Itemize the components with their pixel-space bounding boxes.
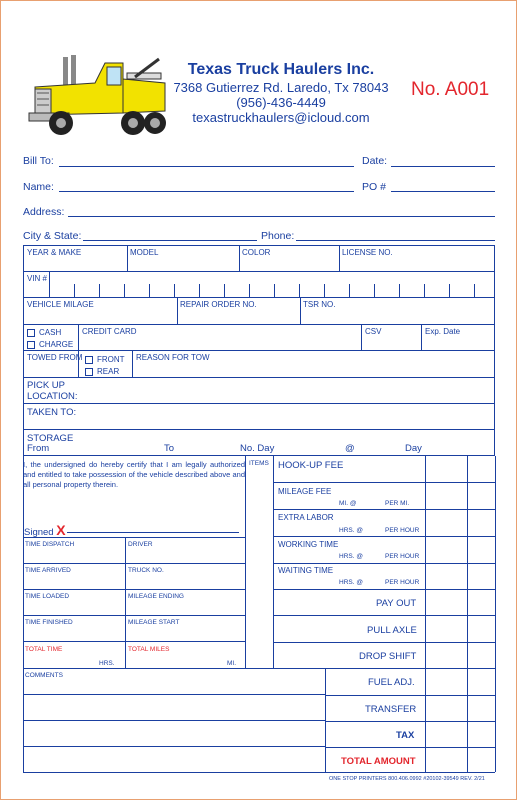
year-make-label: YEAR & MAKE bbox=[27, 248, 82, 257]
vin-digit-divider bbox=[324, 284, 325, 297]
license-label: LICENSE NO. bbox=[342, 248, 393, 257]
front-checkbox[interactable]: FRONT bbox=[85, 355, 125, 364]
waiting-time-label: WAITING TIME bbox=[278, 566, 334, 575]
po-field[interactable] bbox=[391, 191, 495, 192]
fuel-adj-label: FUEL ADJ. bbox=[368, 677, 415, 688]
vin-digit-divider bbox=[349, 284, 350, 297]
tsr-label: TSR NO. bbox=[303, 300, 336, 309]
vin-digit-divider bbox=[124, 284, 125, 297]
certification-text: I, the undersigned do hereby certify that I am legally authorized and entitled to take possession of the vehicle described above and all personal property therein. bbox=[23, 460, 245, 489]
waiting-hrs-at: HRS. @ bbox=[339, 579, 363, 586]
vin-digit-divider bbox=[449, 284, 450, 297]
repair-order-label: REPAIR ORDER NO. bbox=[180, 300, 257, 309]
bill-to-field[interactable] bbox=[59, 166, 354, 167]
total-amount-label: TOTAL AMOUNT bbox=[341, 756, 416, 767]
taken-to-label: TAKEN TO: bbox=[27, 407, 77, 418]
day-label: Day bbox=[405, 443, 422, 454]
company-address: 7368 Gutierrez Rd. Laredo, Tx 78043 bbox=[173, 80, 389, 95]
company-phone: (956)-436-4449 bbox=[236, 95, 326, 110]
total-time-label: TOTAL TIME bbox=[25, 646, 63, 653]
vin-digit-divider bbox=[99, 284, 100, 297]
phone-field[interactable] bbox=[296, 240, 495, 241]
transfer-label: TRANSFER bbox=[365, 704, 417, 715]
company-email: texastruckhaulers@icloud.com bbox=[192, 110, 370, 125]
waiting-per-hour: PER HOUR bbox=[385, 579, 420, 586]
color-label: COLOR bbox=[242, 248, 271, 257]
company-name: Texas Truck Haulers Inc. bbox=[187, 61, 375, 78]
tax-label: TAX bbox=[396, 730, 415, 741]
printer-footer: ONE STOP PRINTERS 800.406.0992 #20102-39549 REV. 2/21 bbox=[329, 776, 485, 782]
working-time-label: WORKING TIME bbox=[278, 540, 339, 549]
items-label: ITEMS bbox=[249, 460, 269, 467]
vin-digit-divider bbox=[424, 284, 425, 297]
extra-labor-per-hour: PER HOUR bbox=[385, 527, 420, 534]
per-mi-label: PER MI. bbox=[385, 500, 410, 507]
signature-field[interactable] bbox=[67, 532, 239, 533]
name-field[interactable] bbox=[59, 191, 354, 192]
total-miles-label: TOTAL MILES bbox=[128, 646, 170, 653]
city-state-field[interactable] bbox=[83, 240, 257, 241]
working-hrs-at: HRS. @ bbox=[339, 553, 363, 560]
towed-from-label: TOWED FROM bbox=[27, 353, 83, 362]
vin-digit-divider bbox=[374, 284, 375, 297]
vin-digit-divider bbox=[224, 284, 225, 297]
pay-out-label: PAY OUT bbox=[376, 598, 417, 609]
rear-checkbox[interactable]: REAR bbox=[85, 367, 119, 376]
mileage-ending-label: MILEAGE ENDING bbox=[128, 593, 184, 600]
drop-shift-label: DROP SHIFT bbox=[359, 651, 417, 662]
signed-label: Signed X bbox=[24, 522, 66, 538]
city-state-label: City & State: bbox=[23, 230, 82, 242]
mileage-fee-label: MILEAGE FEE bbox=[278, 487, 332, 496]
mi-label: MI. bbox=[227, 660, 237, 667]
truck-no-label: TRUCK NO. bbox=[128, 567, 164, 574]
no-day-label: No. Day bbox=[240, 443, 275, 454]
vin-digit-divider bbox=[474, 284, 475, 297]
storage-label: STORAGE bbox=[27, 433, 74, 444]
at-label: @ bbox=[345, 443, 355, 454]
hrs-label: HRS. bbox=[99, 660, 115, 667]
vin-label: VIN # bbox=[27, 274, 48, 283]
pickup-label: PICK UP bbox=[27, 380, 66, 391]
vin-digit-divider bbox=[249, 284, 250, 297]
name-label: Name: bbox=[23, 181, 54, 193]
date-field[interactable] bbox=[391, 166, 495, 167]
company-header bbox=[171, 61, 391, 125]
vehicle-mileage-label: VEHICLE MILAGE bbox=[27, 300, 94, 309]
extra-labor-label: EXTRA LABOR bbox=[278, 513, 334, 522]
driver-label: DRIVER bbox=[128, 541, 153, 548]
from-label: From bbox=[27, 443, 50, 454]
exp-date-label: Exp. Date bbox=[425, 327, 461, 336]
address-label: Address: bbox=[23, 206, 65, 218]
vin-digit-divider bbox=[149, 284, 150, 297]
po-label: PO # bbox=[362, 181, 386, 193]
extra-labor-hrs-at: HRS. @ bbox=[339, 527, 363, 534]
phone-label: Phone: bbox=[261, 230, 295, 242]
vin-digit-divider bbox=[174, 284, 175, 297]
time-arrived-label: TIME ARRIVED bbox=[25, 567, 71, 574]
tow-truck-logo bbox=[25, 53, 173, 143]
vin-digit-divider bbox=[274, 284, 275, 297]
mi-at-label: MI. @ bbox=[339, 500, 357, 507]
invoice-number: No. A001 bbox=[411, 79, 490, 100]
hookup-fee-label: HOOK-UP FEE bbox=[278, 460, 344, 471]
mileage-start-label: MILEAGE START bbox=[128, 619, 180, 626]
credit-card-label: CREDIT CARD bbox=[82, 327, 137, 336]
pull-axle-label: PULL AXLE bbox=[367, 625, 417, 636]
comments-label: COMMENTS bbox=[25, 672, 63, 679]
model-label: MODEL bbox=[130, 248, 159, 257]
vin-digit-divider bbox=[399, 284, 400, 297]
vin-digit-divider bbox=[199, 284, 200, 297]
bill-to-label: Bill To: bbox=[23, 155, 54, 167]
time-dispatch-label: TIME DISPATCH bbox=[25, 541, 75, 548]
location-label: LOCATION: bbox=[27, 391, 78, 402]
vin-digit-divider bbox=[299, 284, 300, 297]
working-per-hour: PER HOUR bbox=[385, 553, 420, 560]
vin-digit-divider bbox=[74, 284, 75, 297]
address-field[interactable] bbox=[68, 216, 495, 217]
time-loaded-label: TIME LOADED bbox=[25, 593, 70, 600]
cash-checkbox[interactable]: CASH bbox=[27, 328, 61, 337]
reason-label: REASON FOR TOW bbox=[136, 353, 210, 362]
charge-checkbox[interactable]: CHARGE bbox=[27, 340, 73, 349]
csv-label: CSV bbox=[365, 327, 382, 336]
to-label: To bbox=[164, 443, 175, 454]
date-label: Date: bbox=[362, 155, 388, 167]
time-finished-label: TIME FINISHED bbox=[25, 619, 73, 626]
